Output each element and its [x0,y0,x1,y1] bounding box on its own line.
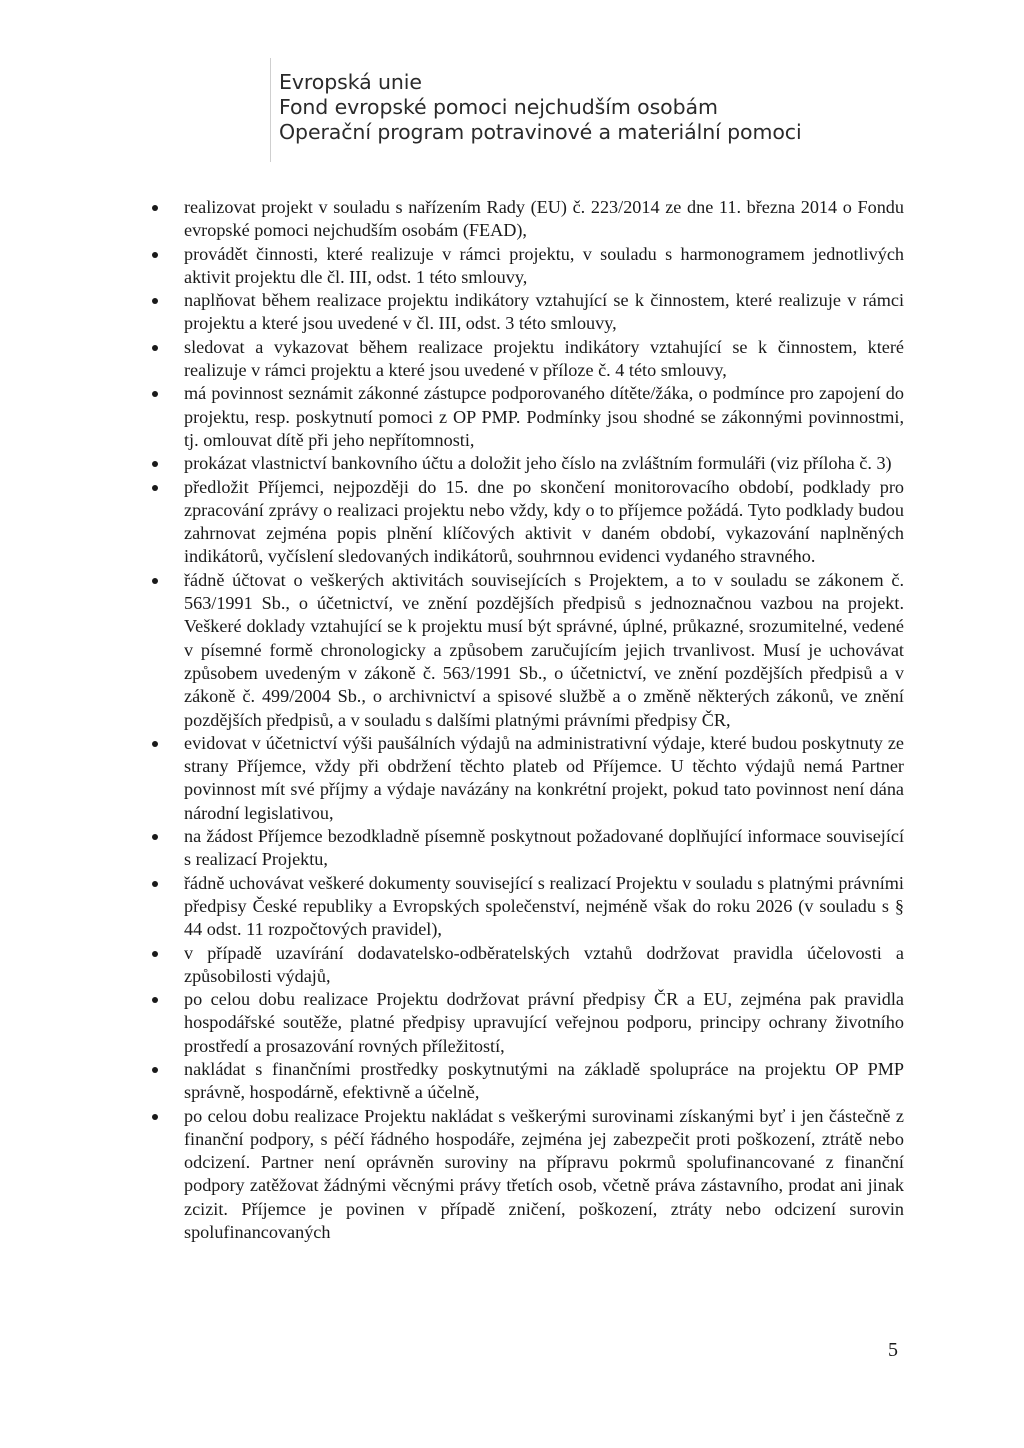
bullet-icon [152,485,158,491]
bullet-icon [152,345,158,351]
list-item [152,569,904,732]
list-item-text: po celou dobu realizace Projektu dodržovat právní předpisy ČR a EU, zejména pak pravidla hospodářské soutěže, platné předpisy upravující veřejnou podporu, principy ochrany životního prostředí a prosazování rovných příležitostí, [184,989,904,1056]
header-line-fund: Fond evropské pomoci nejchudším osobám [279,95,718,119]
list-item-text: na žádost Příjemce bezodkladně písemně poskytnout požadované doplňující informace související s realizací Projektu, [184,826,904,870]
list-item [152,452,904,475]
list-item-text: předložit Příjemci, nejpozději do 15. dne po skončení monitorovacího období, podklady pro zpracování zprávy o realizaci projektu nebo vždy, kdy o to příjemce požádá. Tyto podklady budou zahrnovat zejména popis plnění klíčových aktivit v daném období, vykazování naplněných indikátorů, vyčíslení sledovaných indikátorů, souhrnnou evidenci vydaného stravného. [184,476,904,567]
list-item-text: po celou dobu realizace Projektu nakládat s veškerými surovinami získanými byť i jen částečně z finanční podpory, s péčí řádného hospodáře, zejména jej zabezpečit proti poškození, ztrátě nebo odcizení. Partner není oprávněn suroviny na přípravu pokrmů spolufinancované z finanční podpory zatěžovat žádnými věcnými právy třetích osob, včetně práva zástavního, prodat ani jinak zcizit. Příjemce je povinen v případě zničení, poškození, ztráty nebo odcizení surovin spolufinancovaných [184,1105,904,1243]
list-item [152,988,904,1058]
list-item [152,1058,904,1105]
bullet-icon [152,1067,158,1073]
bullet-icon [152,461,158,467]
bullet-icon [152,298,158,304]
page-header [270,58,830,162]
list-item [152,732,904,825]
bullet-icon [152,834,158,840]
list-item [152,243,904,290]
bullet-icon [152,578,158,584]
bullet-icon [152,741,158,747]
list-item-text: řádně uchovávat veškeré dokumenty související s realizací Projektu v souladu s platnými právními předpisy České republiky a Evropských společenství, nejméně však do roku 2026 (v souladu s § 44 odst. 11 rozpočtových pravidel), [184,872,904,940]
list-item [152,382,904,452]
list-item-text: naplňovat během realizace projektu indikátory vztahující se k činnostem, které realizuje v rámci projektu a které jsou uvedené v čl. III, odst. 3 této smlouvy, [184,290,904,334]
bullet-icon [152,881,158,887]
page-number: 5 [888,1339,898,1361]
list-item-text: řádně účtovat o veškerých aktivitách souvisejících s Projektem, a to v souladu se zákonem č. 563/1991 Sb., o účetnictví, ve znění pozdějších předpisů s jednoznačnou vazbou na projekt. Veškeré doklady vztahující se k projektu musí být správné, úplné, průkazné, srozumitelné, vedené v písemné formě chronologicky a způsobem zaručujícím jejich trvanlivost. Musí je uchovávat způsobem uvedeným v zákoně č. 563/1991 Sb., o účetnictví, ve znění pozdějších předpisů a v zákoně č. 499/2004 Sb., o archivnictví a spisové službě a o změně některých zákonů, ve znění pozdějších předpisů, a v souladu s dalšími platnými právními předpisy ČR, [184,569,904,730]
bullet-icon [152,252,158,258]
list-item-text: realizovat projekt v souladu s nařízením Rady (EU) č. 223/2014 ze dne 11. března 2014 o Fondu evropské pomoci nejchudším osobám (FEAD), [184,197,904,241]
obligations-list [152,196,904,1244]
list-item-text: provádět činnosti, které realizuje v rámci projektu, v souladu s harmonogramem jednotlivých aktivit projektu dle čl. III, odst. 1 této smlouvy, [184,243,904,287]
list-item-text: sledovat a vykazovat během realizace projektu indikátory vztahující se k činnostem, které realizuje v rámci projektu a které jsou uvedené v příloze č. 4 této smlouvy, [184,336,904,381]
list-item-text: v případě uzavírání dodavatelsko-odběratelských vztahů dodržovat pravidla účelovosti a způsobilosti výdajů, [184,942,904,986]
list-item [152,336,904,383]
bullet-icon [152,391,158,397]
list-item-text: prokázat vlastnictví bankovního účtu a doložit jeho číslo na zvláštním formuláři (viz příloha č. 3) [184,453,892,474]
list-item [152,872,904,942]
list-item-text: má povinnost seznámit zákonné zástupce podporovaného dítěte/žáka, o podmínce pro zapojení do projektu, resp. poskytnutí pomoci z OP PMP. Podmínky jsou shodné se zákonnými povinnostmi, tj. omlouvat dítě při jeho nepřítomnosti, [184,383,904,450]
list-item [152,825,904,872]
bullet-icon [152,997,158,1003]
header-line-eu: Evropská unie [279,70,422,94]
list-item [152,476,904,569]
header-line-program: Operační program potravinové a materiální pomoci [279,120,802,144]
list-item [152,1105,904,1245]
bullet-icon [152,951,158,957]
list-item [152,942,904,989]
list-item [152,196,904,243]
list-item-text: nakládat s finančními prostředky poskytnutými na základě spolupráce na projektu OP PMP správně, hospodárně, efektivně a účelně, [184,1058,904,1103]
bullet-icon [152,1114,158,1120]
list-item-text: evidovat v účetnictví výši paušálních výdajů na administrativní výdaje, které budou poskytnuty ze strany Příjemce, vždy při obdržení těchto plateb od Příjemce. U těchto výdajů nemá Partner povinnost mít své příjmy a výdaje navázány na konkrétní projekt, pokud tato povinnost není dána národní legislativou, [184,732,904,823]
bullet-icon [152,205,158,211]
list-item [152,289,904,336]
